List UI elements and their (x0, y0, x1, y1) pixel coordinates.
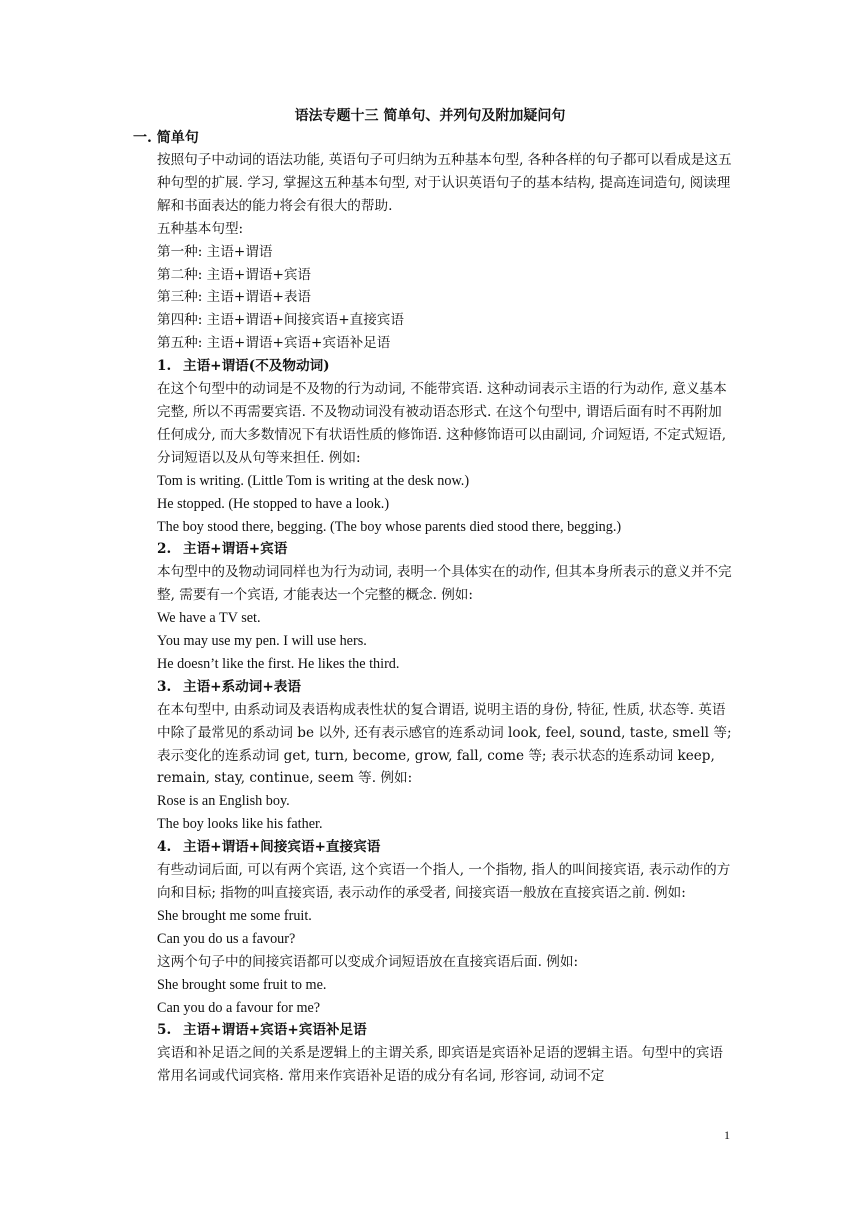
example-sentence: The boy looks like his father. (157, 816, 323, 833)
pattern-line: 第四种: 主语+谓语+间接宾语+直接宾语 (157, 312, 404, 329)
example-sentence: Can you do a favour for me? (157, 999, 321, 1016)
paragraph-2: 本句型中的及物动词同样也为行为动词, 表明一个具体实在的动作, 但其本身所表示的意义并不完整, 需要有一个宾语, 才能表达一个完整的概念. 例如: (157, 564, 732, 604)
subheading-text: 主语+系动词+表语 (183, 678, 301, 695)
example-sentence: She brought some fruit to me. (157, 976, 327, 993)
subheading-number: 2. (157, 541, 172, 558)
paragraph-4: 有些动词后面, 可以有两个宾语, 这个宾语一个指人, 一个指物, 指人的叫间接宾语, 表示动作的方向和目标; 指物的叫直接宾语, 表示动作的承受者, 间接宾语一般放在直接宾语之前. 例如: (157, 862, 731, 901)
pattern-line: 第二种: 主语+谓语+宾语 (157, 266, 312, 283)
subheading-text: 主语+谓语+宾语+宾语补足语 (183, 1022, 367, 1039)
subheading-number: 3. (157, 678, 172, 695)
example-sentence: She brought me some fruit. (157, 907, 312, 924)
page-number: 1 (724, 1128, 730, 1142)
pattern-line: 第五种: 主语+谓语+宾语+宾语补足语 (157, 335, 391, 352)
example-sentence: He stopped. (He stopped to have a look.) (157, 495, 390, 512)
document-title: 语法专题十三 简单句、并列句及附加疑问句 (294, 108, 566, 124)
subheading-number: 4. (157, 839, 172, 856)
subheading-text: 主语+谓语(不及物动词) (183, 358, 330, 375)
subheading-1 (157, 355, 733, 378)
subheading-2 (157, 538, 733, 561)
example-sentence: Rose is an English boy. (157, 793, 290, 810)
intro-paragraph: 按照句子中动词的语法功能, 英语句子可归纳为五种基本句型, 各种各样的句子都可以看成是这五种句型的扩展. 学习, 掌握这五种基本句型, 对于认识英语句子的基本结构, 提高连词造句, 阅读理解和书面表达的能力将会有很大的帮助. (157, 152, 732, 214)
subheading-5 (157, 1019, 733, 1042)
example-sentence: He doesn’t like the first. He likes the third. (157, 655, 400, 672)
example-sentence: We have a TV set. (157, 610, 261, 627)
example-sentence: Can you do us a favour? (157, 930, 296, 947)
paragraph-4-note: 这两个句子中的间接宾语都可以变成介词短语放在直接宾语后面. 例如: (157, 953, 579, 970)
example-sentence: The boy stood there, begging. (The boy whose parents died stood there, begging.) (157, 518, 622, 535)
example-sentence: You may use my pen. I will use hers. (157, 633, 367, 650)
paragraph-1: 在这个句型中的动词是不及物的行为动词, 不能带宾语. 这种动词表示主语的行为动作, 意义基本完整, 所以不再需要宾语. 不及物动词没有被动语态形式. 在这个句型中, 谓语后面有时不再附加任何成分, 而大多数情况下有状语性质的修饰语. 这种修饰语可以由副词, 介词短语, 不定式短语, 分词短语以及从句等来担任. 例如: (157, 381, 727, 466)
paragraph-5: 宾语和补足语之间的关系是逻辑上的主谓关系, 即宾语是宾语补足语的逻辑主语。句型中的宾语常用名词或代词宾格. 常用来作宾语补足语的成分有名词, 形容词, 动词不定 (157, 1045, 723, 1085)
paragraph-3: 在本句型中, 由系动词及表语构成表性状的复合谓语, 说明主语的身份, 特征, 性质, 状态等. 英语中除了最常见的系动词 be 以外, 还有表示感官的连系动词 look, feel, sound, taste, smell 等; 表示变化的连系动词 get, turn, become, grow, fall, come 等; 表示状态的连系动词 keep, remain, stay, continue, seem 等. 例如: (157, 701, 732, 787)
subheading-3 (157, 676, 733, 699)
subheading-number: 5. (157, 1022, 172, 1039)
pattern-line: 第三种: 主语+谓语+表语 (157, 289, 312, 306)
subheading-text: 主语+谓语+间接宾语+直接宾语 (183, 839, 381, 856)
document-body (157, 149, 733, 1088)
subheading-text: 主语+谓语+宾语 (183, 541, 288, 558)
pattern-line: 第一种: 主语+谓语 (157, 243, 273, 260)
subheading-number: 1. (157, 358, 172, 375)
example-sentence: Tom is writing. (Little Tom is writing at the desk now.) (157, 472, 470, 489)
patterns-title: 五种基本句型: (157, 220, 244, 237)
subheading-4 (157, 836, 733, 859)
section-heading: 一. 简单句 (133, 130, 199, 146)
